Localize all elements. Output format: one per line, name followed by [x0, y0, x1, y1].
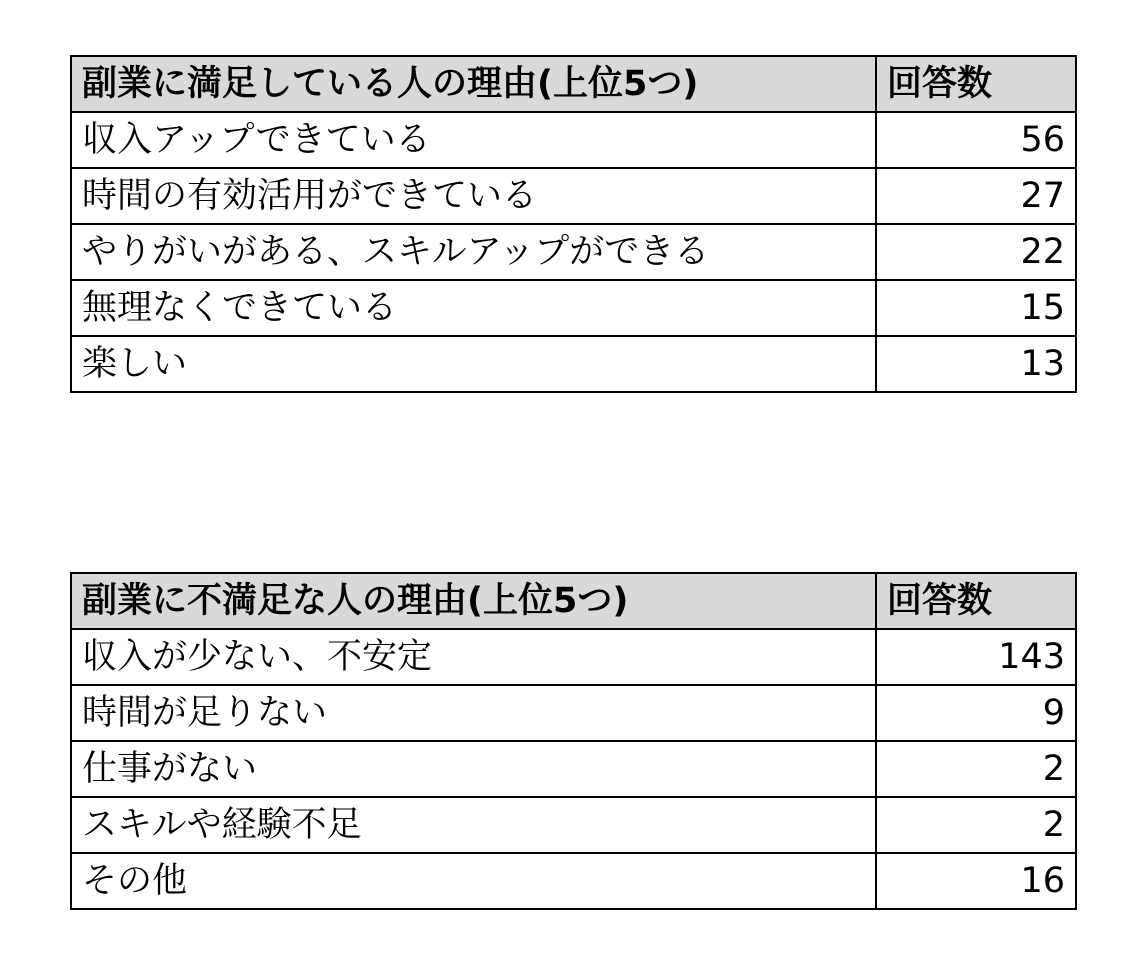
reason-cell: 時間が足りない — [71, 685, 876, 741]
count-cell: 15 — [876, 280, 1076, 336]
table-row — [71, 741, 1076, 797]
table-row — [71, 224, 1076, 280]
table-row — [71, 280, 1076, 336]
count-cell: 143 — [876, 629, 1076, 685]
reason-column-header: 副業に不満足な人の理由(上位5つ) — [71, 573, 876, 629]
table-row — [71, 685, 1076, 741]
count-cell: 27 — [876, 168, 1076, 224]
reason-cell: 楽しい — [71, 336, 876, 392]
reason-cell: 仕事がない — [71, 741, 876, 797]
count-cell: 13 — [876, 336, 1076, 392]
table-row — [71, 629, 1076, 685]
count-cell: 2 — [876, 741, 1076, 797]
table-row — [71, 168, 1076, 224]
count-cell: 22 — [876, 224, 1076, 280]
reason-cell: 収入が少ない、不安定 — [71, 629, 876, 685]
table-row — [71, 797, 1076, 853]
table-row — [71, 336, 1076, 392]
reason-column-header: 副業に満足している人の理由(上位5つ) — [71, 56, 876, 112]
count-cell: 56 — [876, 112, 1076, 168]
reason-cell: その他 — [71, 853, 876, 909]
reason-cell: 無理なくできている — [71, 280, 876, 336]
count-cell: 2 — [876, 797, 1076, 853]
table-row — [71, 112, 1076, 168]
reason-cell: やりがいがある、スキルアップができる — [71, 224, 876, 280]
count-cell: 9 — [876, 685, 1076, 741]
reason-cell: スキルや経験不足 — [71, 797, 876, 853]
table-row — [71, 853, 1076, 909]
count-column-header: 回答数 — [876, 56, 1076, 112]
reason-cell: 時間の有効活用ができている — [71, 168, 876, 224]
table-header-row — [71, 573, 1076, 629]
table-header-row — [71, 56, 1076, 112]
reason-cell: 収入アップできている — [71, 112, 876, 168]
dissatisfied-reasons-table — [70, 572, 1077, 910]
count-column-header: 回答数 — [876, 573, 1076, 629]
count-cell: 16 — [876, 853, 1076, 909]
satisfied-reasons-table — [70, 55, 1077, 393]
